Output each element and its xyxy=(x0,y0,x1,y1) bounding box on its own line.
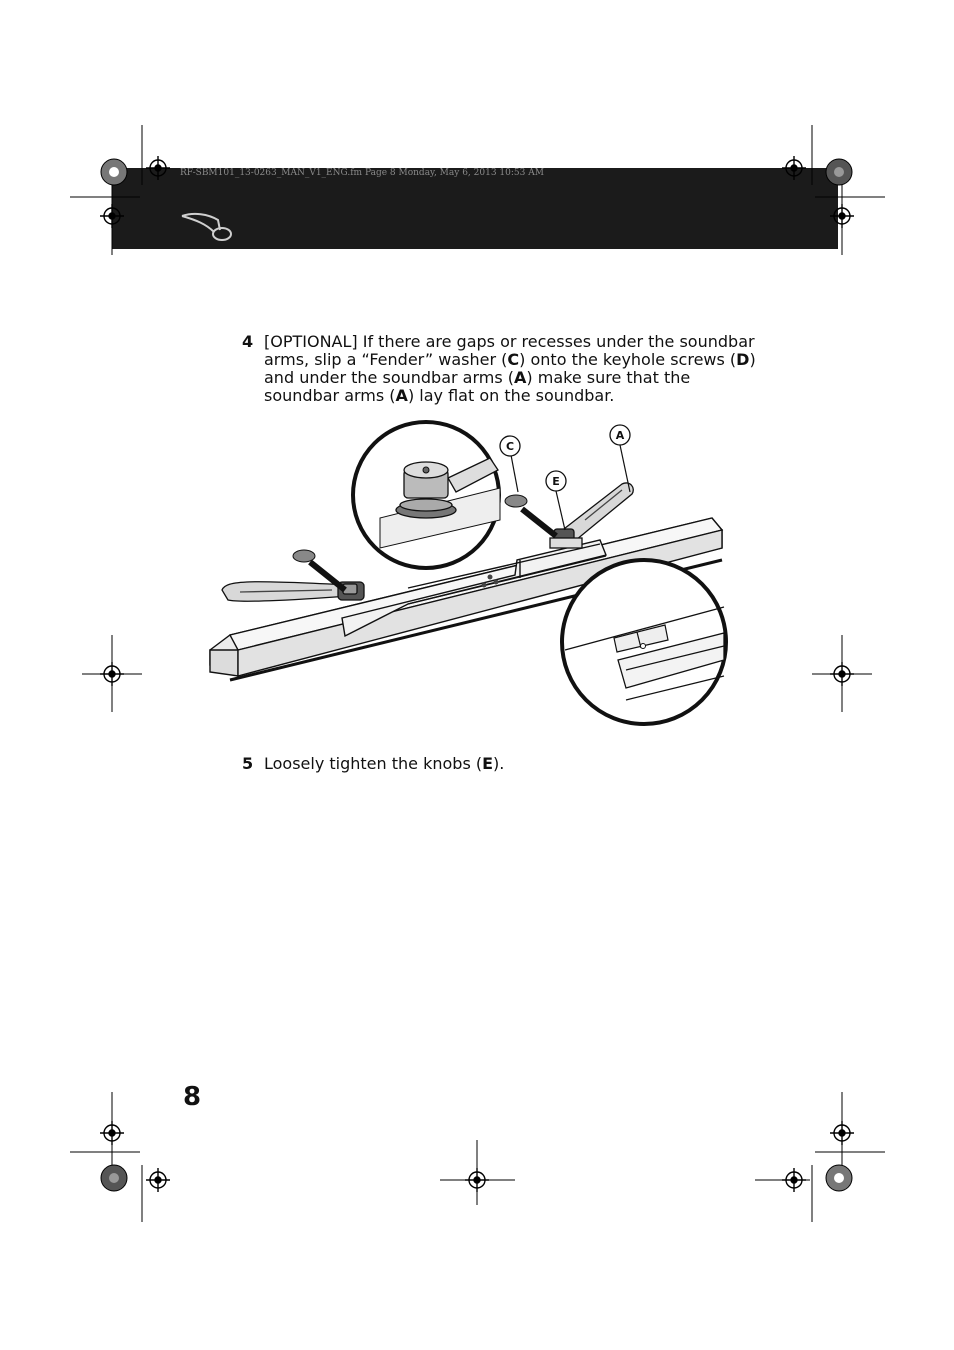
file-slug-line: RF-SBM101_13-0263_MAN_V1_ENG.fm Page 8 Monday, May 6, 2013 10:53 AM xyxy=(180,168,544,178)
text-run: soundbar arms ( xyxy=(264,386,396,405)
callout-c-label: C xyxy=(505,440,515,453)
callout-e-label: E xyxy=(552,475,560,488)
step-text xyxy=(264,755,504,773)
text-run-bold: A xyxy=(395,386,408,405)
step-number: 4 xyxy=(242,332,254,351)
text-run-bold: E xyxy=(482,754,494,773)
text-run: ) lay flat on the soundbar. xyxy=(407,386,615,405)
text-run-bold: A xyxy=(514,368,527,387)
text-run: ) onto the keyhole screws ( xyxy=(519,350,737,369)
text-run: Loosely tighten the knobs ( xyxy=(264,754,483,773)
text-run: and under the soundbar arms ( xyxy=(264,368,515,387)
detail-magnifier-top xyxy=(353,422,500,568)
text-run: ) make sure that the xyxy=(526,368,691,387)
page-number: 8 xyxy=(183,1082,202,1112)
detail-magnifier-bottom xyxy=(562,560,726,724)
text-run: arms, slip a “Fender” washer ( xyxy=(264,350,508,369)
text-run-bold: D xyxy=(736,350,750,369)
text-run-bold: C xyxy=(507,350,520,369)
right-washer xyxy=(505,495,527,507)
callout-a-label: A xyxy=(615,429,625,442)
right-soundbar-arm xyxy=(550,483,633,548)
text-run: [OPTIONAL] If there are gaps or recesses under the soundbar xyxy=(264,332,755,351)
text-run: ). xyxy=(493,754,505,773)
text-run: ) xyxy=(749,350,756,369)
step-number: 5 xyxy=(242,754,254,773)
step-line xyxy=(264,755,504,773)
